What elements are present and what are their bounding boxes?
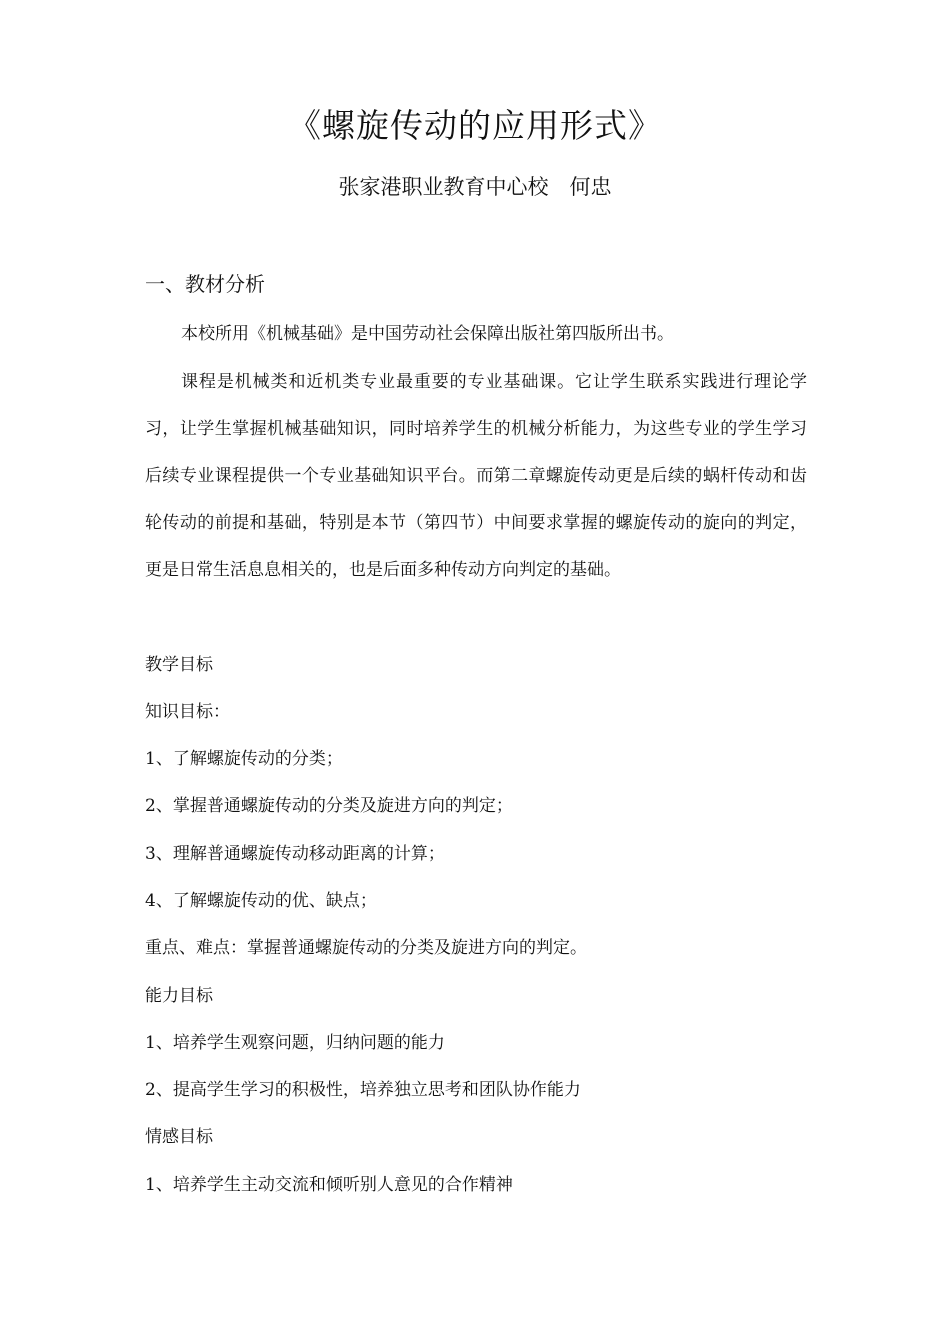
key-points-line: 重点、难点：掌握普通螺旋传动的分类及旋进方向的判定。 [145,938,587,958]
knowledge-item: 3、理解普通螺旋传动移动距离的计算； [145,844,445,864]
ability-item: 2、提高学生学习的积极性，培养独立思考和团队协作能力 [145,1080,581,1100]
document-title: 《螺旋传动的应用形式》 [288,106,662,145]
knowledge-item: 1、了解螺旋传动的分类； [145,749,343,769]
ability-goals-heading: 能力目标 [145,986,213,1006]
ability-item: 1、培养学生观察问题，归纳问题的能力 [145,1033,445,1053]
knowledge-item: 2、掌握普通螺旋传动的分类及旋进方向的判定； [145,796,513,816]
knowledge-goals-heading: 知识目标： [145,702,230,722]
knowledge-item: 4、了解螺旋传动的优、缺点； [145,891,377,911]
teaching-goals-heading: 教学目标 [145,655,213,675]
emotion-item: 1、培养学生主动交流和倾听别人意见的合作精神 [145,1175,513,1195]
author-line: 张家港职业教育中心校 何忠 [338,175,612,199]
section-heading: 一、教材分析 [145,272,265,296]
paragraph-textbook: 本校所用《机械基础》是中国劳动社会保障出版社第四版所出书。 [181,324,674,344]
paragraph-course: 课程是机械类和近机类专业最重要的专业基础课。它让学生联系实践进行理论学习，让学生掌握机械基础知识，同时培养学生的机械分析能力，为这些专业的学生学习后续专业课程提供一个专业基础知识平台。而第二章螺旋传动更是后续的蜗杆传动和齿轮传动的前提和基础，特别是本节（第四节）中间要求掌握的螺旋传动的旋向的判定，更是日常生活息息相关的，也是后面多种传动方向判定的基础。 [145,372,807,580]
emotion-goals-heading: 情感目标 [145,1127,213,1147]
